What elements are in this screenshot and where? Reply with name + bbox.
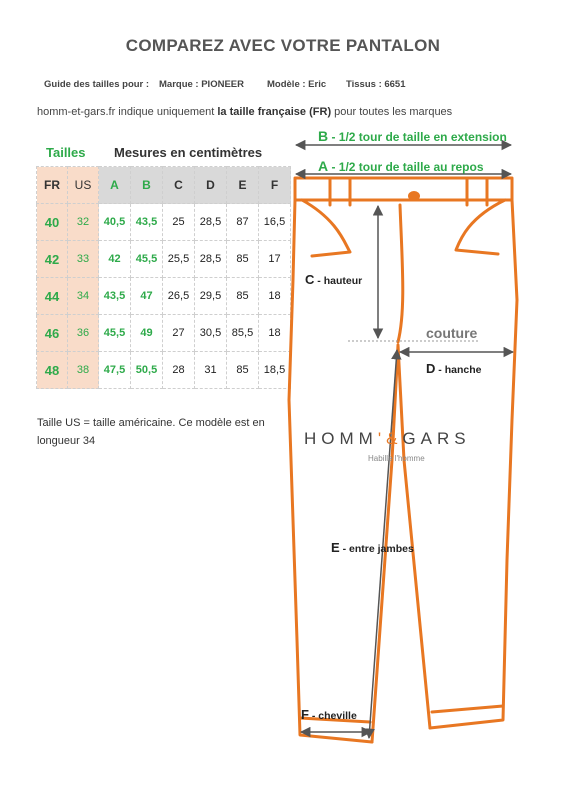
cell-us: 38 — [68, 352, 99, 389]
cell-e: 85 — [227, 278, 259, 315]
cell-c: 27 — [163, 315, 195, 352]
cell-d: 28,5 — [195, 241, 227, 278]
cell-us: 32 — [68, 204, 99, 241]
cell-e: 85 — [227, 241, 259, 278]
cell-fr: 42 — [37, 241, 68, 278]
cell-fr: 48 — [37, 352, 68, 389]
cell-a: 40,5 — [99, 204, 131, 241]
guide-modele: Modèle : Eric — [267, 79, 327, 90]
cell-b: 45,5 — [131, 241, 163, 278]
cell-a: 42 — [99, 241, 131, 278]
tailles-header: Tailles — [46, 145, 86, 160]
cell-us: 36 — [68, 315, 99, 352]
cell-f: 18,5 — [259, 352, 291, 389]
cell-f: 16,5 — [259, 204, 291, 241]
cell-e: 85,5 — [227, 315, 259, 352]
col-header-fr: FR — [37, 167, 68, 204]
brand-right: GARS — [402, 429, 471, 448]
cell-c: 26,5 — [163, 278, 195, 315]
cell-fr: 40 — [37, 204, 68, 241]
cell-d: 29,5 — [195, 278, 227, 315]
col-header-d: D — [195, 167, 227, 204]
cell-c: 28 — [163, 352, 195, 389]
label-c-text: - hauteur — [314, 275, 363, 287]
label-b — [318, 128, 507, 144]
cell-b: 50,5 — [131, 352, 163, 389]
label-a — [318, 158, 484, 174]
brand-amp: '& — [377, 429, 403, 448]
guide-marque: Marque : PIONEER — [159, 79, 244, 90]
label-a-text: - 1/2 tour de taille au repos — [328, 160, 484, 174]
cell-us: 33 — [68, 241, 99, 278]
cell-d: 30,5 — [195, 315, 227, 352]
note-prefix: homm-et-gars.fr indique uniquement — [37, 106, 218, 118]
label-d — [426, 361, 481, 376]
brand-slogan: Habille l'homme — [368, 454, 425, 463]
cell-b: 49 — [131, 315, 163, 352]
brand-logo — [304, 429, 471, 449]
cell-f: 17 — [259, 241, 291, 278]
label-e-letter: E — [331, 540, 340, 555]
label-e — [331, 540, 414, 555]
label-e-text: - entre jambes — [339, 543, 414, 555]
label-c-letter: C — [305, 272, 315, 287]
cell-us: 34 — [68, 278, 99, 315]
page-title: COMPAREZ AVEC VOTRE PANTALON — [125, 36, 441, 55]
cell-d: 31 — [195, 352, 227, 389]
col-header-a: A — [99, 167, 131, 204]
cell-fr: 44 — [37, 278, 68, 315]
cell-e: 87 — [227, 204, 259, 241]
note-fr: FR — [312, 106, 328, 118]
cell-a: 43,5 — [99, 278, 131, 315]
label-d-text: - hanche — [435, 364, 482, 376]
cell-f: 18 — [259, 315, 291, 352]
col-header-e: E — [227, 167, 259, 204]
label-d-letter: D — [426, 361, 436, 376]
label-f — [301, 707, 357, 722]
label-b-letter: B — [318, 128, 329, 144]
cell-b: 43,5 — [131, 204, 163, 241]
label-a-letter: A — [318, 158, 329, 174]
label-f-letter: F — [301, 707, 309, 722]
note-bold: la taille française ( — [217, 106, 313, 118]
mesures-header: Mesures en centimètres — [114, 145, 263, 160]
cell-b: 47 — [131, 278, 163, 315]
col-header-f: F — [259, 167, 291, 204]
cell-a: 45,5 — [99, 315, 131, 352]
cell-f: 18 — [259, 278, 291, 315]
cell-a: 47,5 — [99, 352, 131, 389]
couture-label: couture — [426, 325, 478, 341]
brand-left: HOMM — [304, 429, 378, 448]
label-f-text: - cheville — [308, 710, 357, 722]
note-bold-end: ) — [327, 106, 332, 118]
guide-label: Guide des tailles pour : — [44, 79, 150, 90]
cell-e: 85 — [227, 352, 259, 389]
cell-fr: 46 — [37, 315, 68, 352]
col-header-c: C — [163, 167, 195, 204]
us-size-footnote: Taille US = taille américaine. Ce modèle est en longueur 34 — [37, 417, 265, 447]
label-c — [305, 272, 362, 287]
cell-c: 25,5 — [163, 241, 195, 278]
col-header-us: US — [68, 167, 99, 204]
guide-tissus: Tissus : 6651 — [346, 79, 406, 90]
label-b-text: - 1/2 tour de taille en extension — [328, 130, 507, 144]
cell-c: 25 — [163, 204, 195, 241]
col-header-b: B — [131, 167, 163, 204]
note-suffix: pour toutes les marques — [331, 106, 453, 118]
cell-d: 28,5 — [195, 204, 227, 241]
